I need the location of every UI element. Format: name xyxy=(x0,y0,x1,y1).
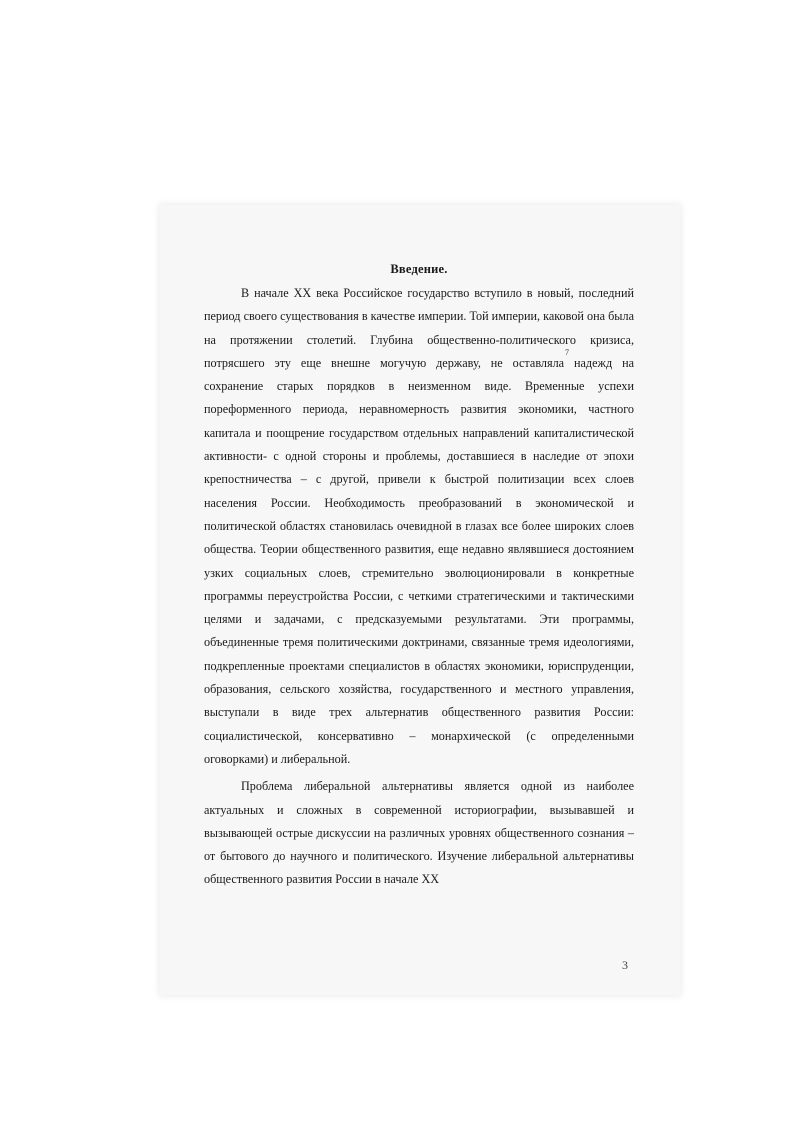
paragraph-2: Проблема либеральной альтернативы является одной из наиболее актуальных и сложных в современной историографии, вызывавшей и вызывающей острые дискуссии на различных уровнях общественного сознания – от бытового до научного и политического. Изучение либеральной альтернативы общественного развития России в начале XX xyxy=(204,779,634,887)
margin-mark: 7 xyxy=(565,348,569,357)
document-title: Введение. xyxy=(390,262,448,276)
document-body xyxy=(204,258,634,892)
paragraph-1: В начале XX века Российское государство вступило в новый, последний период своего существования в качестве империи. Той империи, каковой она была на протяжении столетий. Глубина общественно-политического кризиса, потрясшего эту еще внешне могучую державу, не оставляла надежд на сохранение старых порядков в неизменном виде. Временные успехи пореформенного периода, неравномерность развития экономики, частного капитала и поощрение государством отдельных направлений капиталистической активности- с одной стороны и проблемы, доставшиеся в наследие от эпохи крепостничества – с другой, привели к быстрой политизации всех слоев населения России. Необходимость преобразований в экономической и политической областях становилась очевидной в глазах все более широких слоев общества. Теории общественного развития, еще недавно являвшиеся достоянием узких социальных слоев, стремительно эволюционировали в конкретные программы переустройства России, с четкими стратегическими и тактическими целями и задачами, с предсказуемыми результатами. Эти программы, объединенные тремя политическими доктринами, связанные тремя идеологиями, подкрепленные проектами специалистов в областях экономики, юриспруденции, образования, сельского хозяйства, государственного и местного управления, выступали в виде трех альтернатив общественного развития России: социалистической, консервативно – монархической (с определенными оговорками) и либеральной. xyxy=(204,286,634,766)
page-number: 3 xyxy=(622,958,628,972)
